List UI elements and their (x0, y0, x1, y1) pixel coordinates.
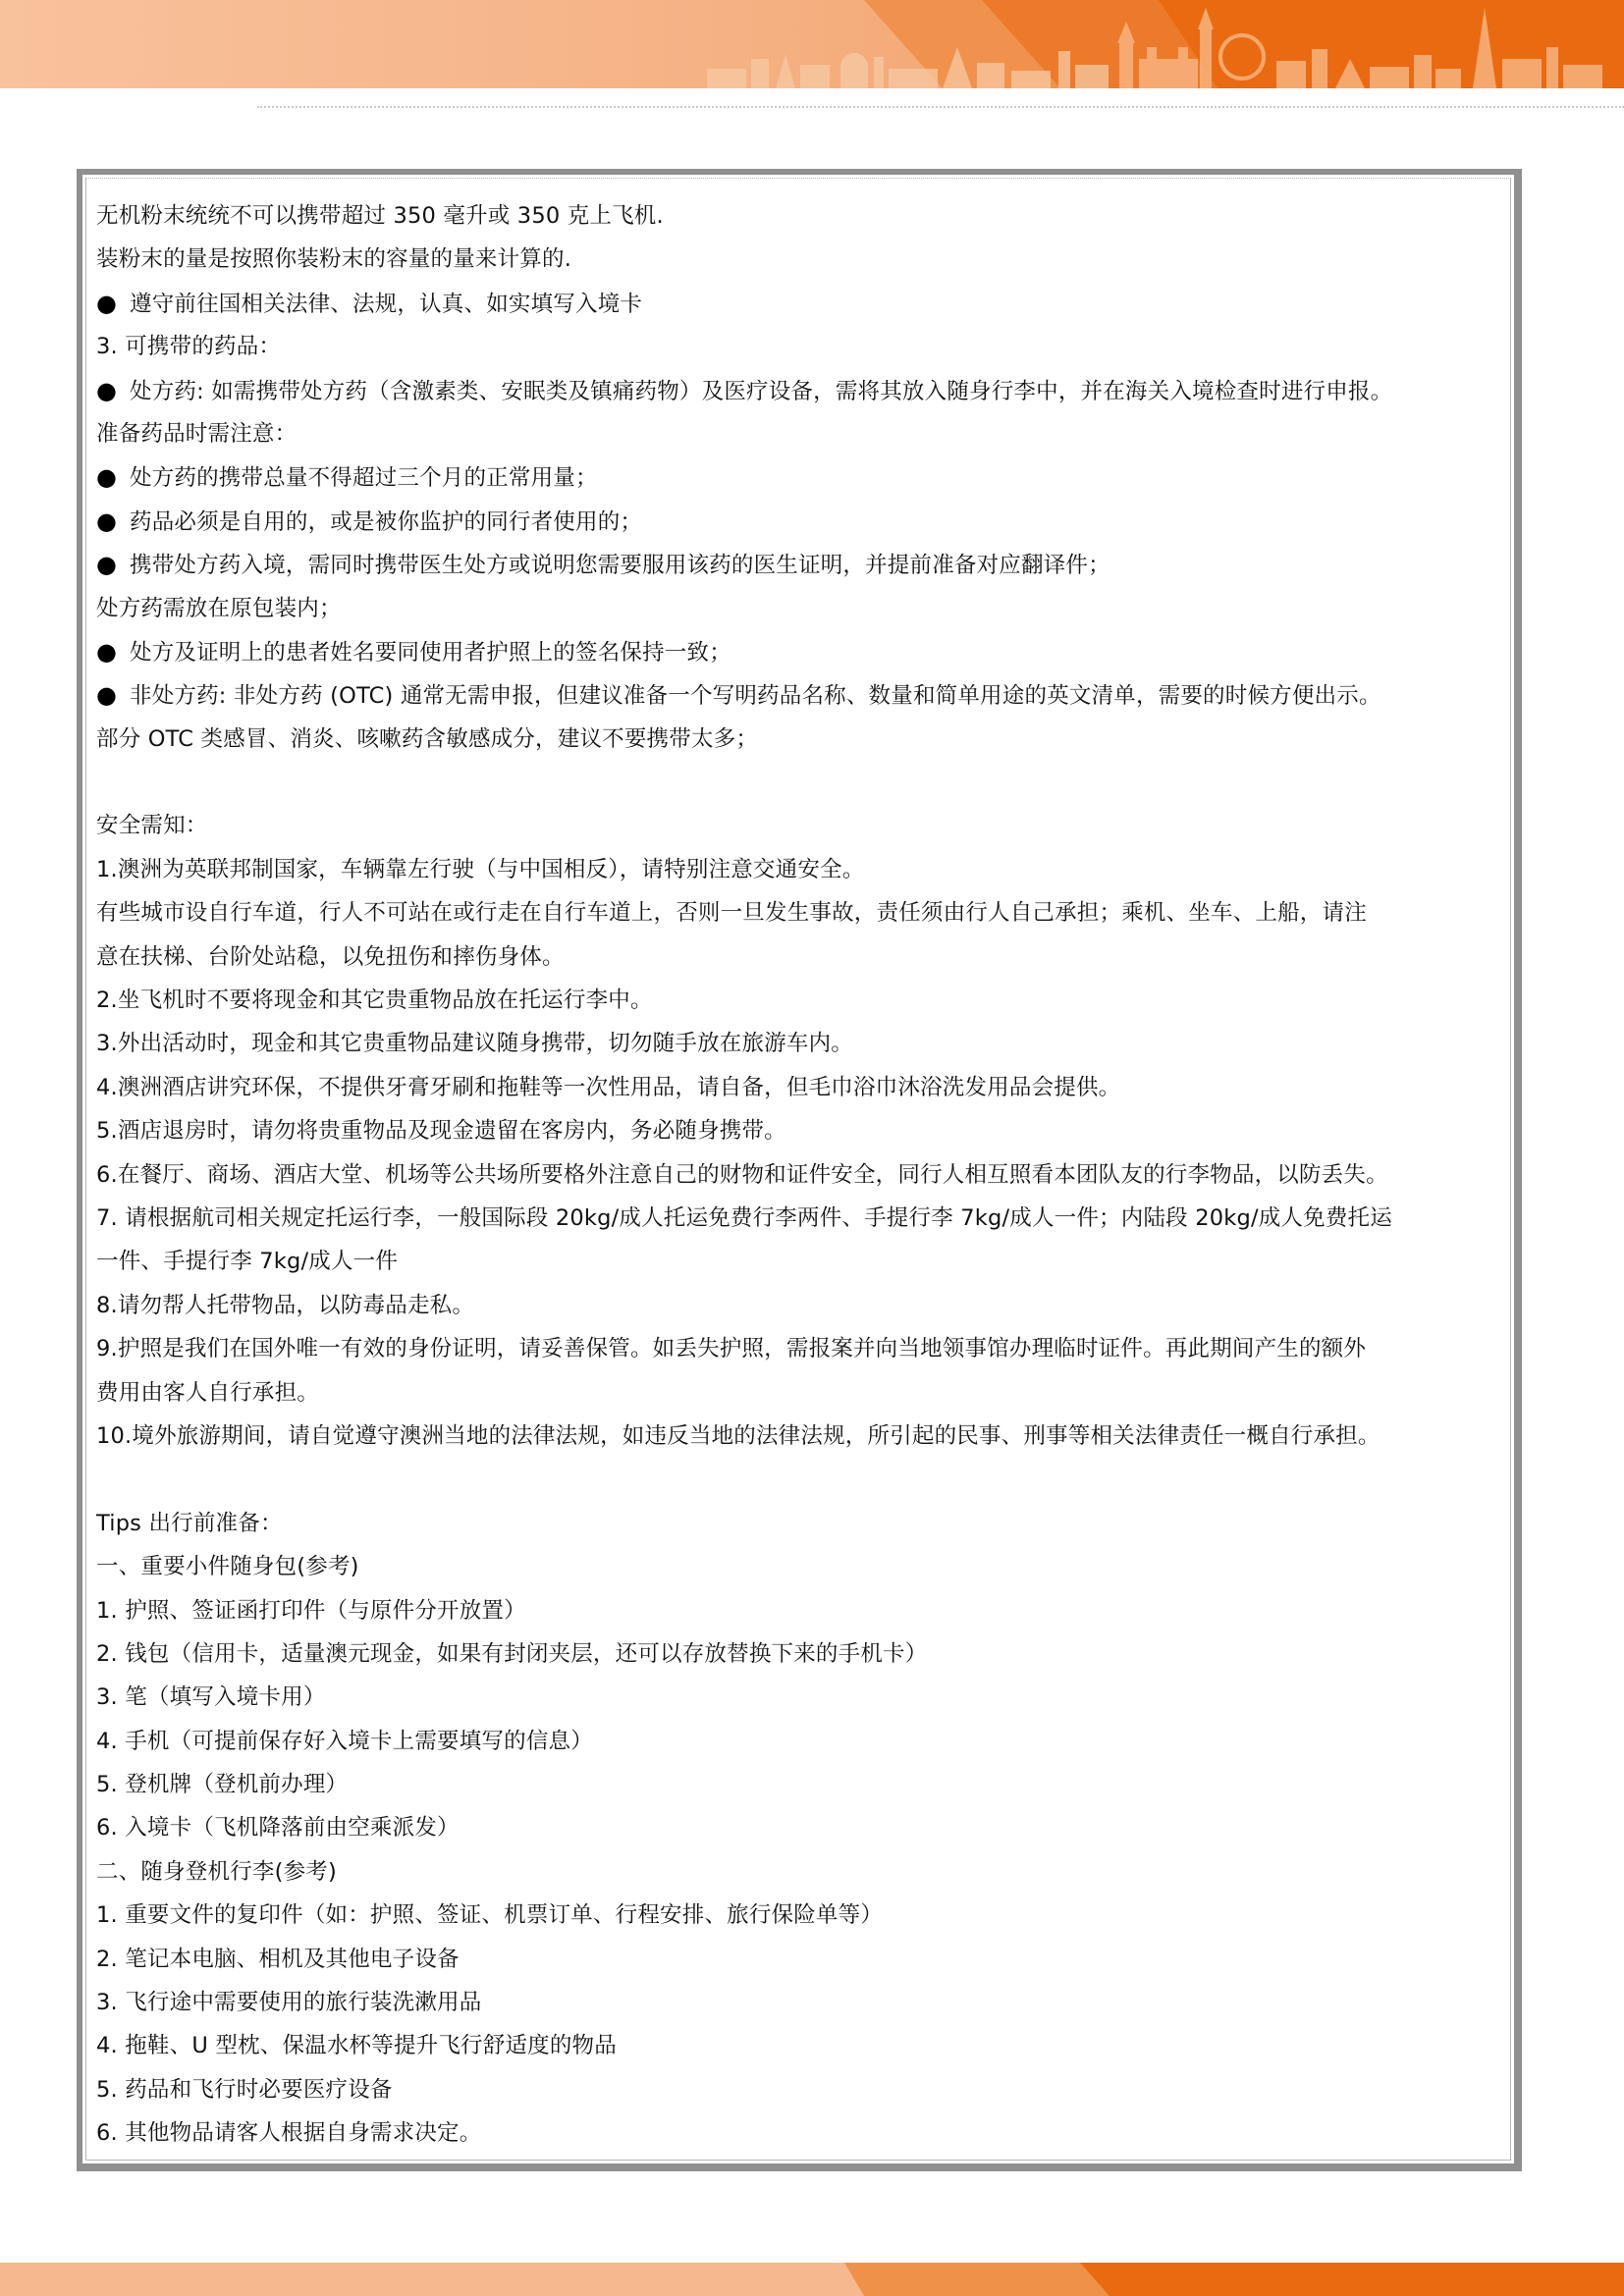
line-text: 6.在餐厅、商场、酒店大堂、机场等公共场所要格外注意自己的财物和证件安全，同行人相互照看本团队友的行李物品，以防丢失。 (96, 1161, 1388, 1188)
bullet-text: 处方药: 如需携带处方药（含激素类、安眠类及镇痛药物）及医疗设备，需将其放入随身行李中，并在海关入境检查时进行申报。 (130, 378, 1393, 404)
text-line (96, 1676, 1510, 1719)
text-line (96, 718, 1510, 761)
text-line (96, 238, 1510, 281)
bullet-text: 处方药的携带总量不得超过三个月的正常用量； (130, 465, 598, 492)
bullet-item (96, 500, 1510, 543)
text-line (96, 804, 1510, 847)
bullet-text: 处方及证明上的患者姓名要同使用者护照上的签名保持一致； (130, 639, 731, 666)
line-text: 1. 重要文件的复印件（如：护照、签证、机票订单、行程安排、旅行保险单等） (96, 1902, 884, 1929)
bullet-item (96, 455, 1510, 499)
bullet-icon: ● (96, 507, 118, 535)
text-line (96, 1763, 1510, 1806)
header-banner-graphic (0, 0, 1624, 88)
line-text: 2. 笔记本电脑、相机及其他电子设备 (96, 1946, 460, 1972)
bullet-text: 携带处方药入境，需同时携带医生处方或说明您需要服用该药的医生证明，并提前准备对应翻译件； (130, 553, 1110, 579)
text-line (96, 587, 1510, 630)
text-line (96, 1109, 1510, 1152)
text-line (96, 1371, 1510, 1415)
line-text: 费用由客人自行承担。 (96, 1379, 320, 1406)
line-text: 3.外出活动时，现金和其它贵重物品建议随身携带，切勿随手放在旅游车内。 (96, 1031, 853, 1057)
text-line (96, 1022, 1510, 1065)
text-line (96, 1284, 1510, 1327)
line-text: 9.护照是我们在国外唯一有效的身份证明，请妥善保管。如丢失护照，需报案并向当地领事馆办理临时证件。再此期间产生的额外 (96, 1336, 1367, 1362)
bullet-icon: ● (96, 463, 118, 492)
bullet-text: 药品必须是自用的，或是被你监护的同行者使用的； (130, 508, 643, 535)
text-line (96, 1153, 1510, 1197)
text-line (96, 325, 1510, 368)
line-text: 4.澳洲酒店讲究环保，不提供牙膏牙刷和拖鞋等一次性用品，请自备，但毛巾浴巾沐浴洗发用品会提供。 (96, 1074, 1121, 1100)
text-line (96, 2068, 1510, 2111)
line-text: 二、随身登机行李(参考) (96, 1858, 337, 1885)
line-text: 部分 OTC 类感冒、消炎、咳嗽药含敏感成分，建议不要携带太多； (96, 725, 759, 752)
text-line (96, 979, 1510, 1022)
text-line (96, 1502, 1510, 1545)
line-text: 意在扶梯、台阶处站稳，以免扭伤和摔伤身体。 (96, 943, 565, 970)
text-line (96, 1850, 1510, 1894)
blank-line (96, 1458, 1510, 1501)
line-text: 7. 请根据航司相关规定托运行李，一般国际段 20kg/成人托运免费行李两件、手提行李 7kg/成人一件；内陆段 20kg/成人免费托运 (96, 1204, 1392, 1231)
line-text: 8.请勿帮人托带物品，以防毒品走私。 (96, 1292, 475, 1318)
bullet-icon: ● (96, 681, 118, 710)
line-text: 2.坐飞机时不要将现金和其它贵重物品放在托运行李中。 (96, 988, 653, 1014)
header-banner (0, 0, 1624, 88)
line-text: 1.澳洲为英联邦制国家，车辆靠左行驶（与中国相反），请特别注意交通安全。 (96, 856, 865, 882)
line-text: 无机粉末统统不可以携带超过 350 毫升或 350 克上飞机. (96, 203, 664, 229)
text-line (96, 1938, 1510, 1981)
line-text: 处方药需放在原包装内； (96, 595, 342, 621)
line-text: 装粉末的量是按照你装粉末的容量的量来计算的. (96, 246, 572, 273)
line-text: 3. 可携带的药品： (96, 334, 282, 360)
line-text: 6. 其他物品请客人根据自身需求决定。 (96, 2120, 482, 2147)
text-line (96, 1720, 1510, 1763)
bullet-icon: ● (96, 376, 118, 404)
text-line (96, 935, 1510, 979)
line-text: 4. 手机（可提前保存好入境卡上需要填写的信息） (96, 1728, 593, 1754)
line-text: 准备药品时需注意： (96, 420, 298, 447)
text-line (96, 1415, 1510, 1458)
bullet-icon: ● (96, 637, 118, 666)
text-line (96, 1197, 1510, 1240)
line-text: 3. 飞行途中需要使用的旅行装洗漱用品 (96, 1990, 482, 2016)
line-text: 一件、手提行李 7kg/成人一件 (96, 1249, 399, 1275)
bullet-item (96, 282, 1510, 325)
line-text: 5. 登机牌（登机前办理） (96, 1772, 349, 1798)
text-line (96, 2111, 1510, 2155)
text-line (96, 1894, 1510, 1937)
bullet-item (96, 543, 1510, 586)
text-line (96, 1589, 1510, 1632)
blank-line (96, 761, 1510, 804)
bullet-item (96, 673, 1510, 717)
bullet-text: 遵守前往国相关法律、法规，认真、如实填写入境卡 (130, 291, 643, 317)
bullet-item (96, 630, 1510, 673)
line-text: 一、重要小件随身包(参考) (96, 1554, 359, 1580)
line-text: 有些城市设自行车道，行人不可站在或行走在自行车道上，否则一旦发生事故，责任须由行人自己承担；乘机、坐车、上船，请注 (96, 900, 1367, 927)
text-line (96, 412, 1510, 455)
line-text: 10.境外旅游期间，请自觉遵守澳洲当地的法律法规，如违反当地的法律法规，所引起的民事、刑事等相关法律责任一概自行承担。 (96, 1422, 1380, 1449)
line-text: 1. 护照、签证函打印件（与原件分开放置） (96, 1597, 526, 1624)
line-text: 6. 入境卡（飞机降落前由空乘派发） (96, 1815, 460, 1842)
bullet-text: 非处方药: 非处方药 (OTC) 通常无需申报，但建议准备一个写明药品名称、数量和简单用途的英文清单，需要的时候方便出示。 (130, 683, 1381, 710)
footer-bar-graphic (0, 2263, 1624, 2296)
line-text: 安全需知： (96, 813, 208, 839)
line-text: 5.酒店退房时，请勿将贵重物品及现金遗留在客房内，务必随身携带。 (96, 1118, 786, 1145)
text-line (96, 1066, 1510, 1109)
text-line (96, 1240, 1510, 1283)
header-divider (257, 106, 1624, 108)
line-text: 2. 钱包（信用卡，适量澳元现金，如果有封闭夹层，还可以存放替换下来的手机卡） (96, 1640, 928, 1667)
text-line (96, 1327, 1510, 1370)
text-line (96, 891, 1510, 934)
bullet-icon: ● (96, 289, 118, 317)
text-line (96, 2024, 1510, 2067)
text-line (96, 1806, 1510, 1849)
text-line (96, 1545, 1510, 1588)
footer-bar (0, 2263, 1624, 2296)
line-text: Tips 出行前准备： (96, 1510, 283, 1536)
line-text: 4. 拖鞋、U 型枕、保温水杯等提升飞行舒适度的物品 (96, 2033, 617, 2059)
content-body (96, 194, 1510, 2156)
line-text: 5. 药品和飞行时必要医疗设备 (96, 2076, 393, 2103)
line-text: 3. 笔（填写入境卡用） (96, 1684, 326, 1711)
text-line (96, 194, 1510, 238)
text-line (96, 1632, 1510, 1676)
bullet-icon: ● (96, 551, 118, 579)
bullet-item (96, 369, 1510, 412)
text-line (96, 1981, 1510, 2024)
text-line (96, 848, 1510, 891)
